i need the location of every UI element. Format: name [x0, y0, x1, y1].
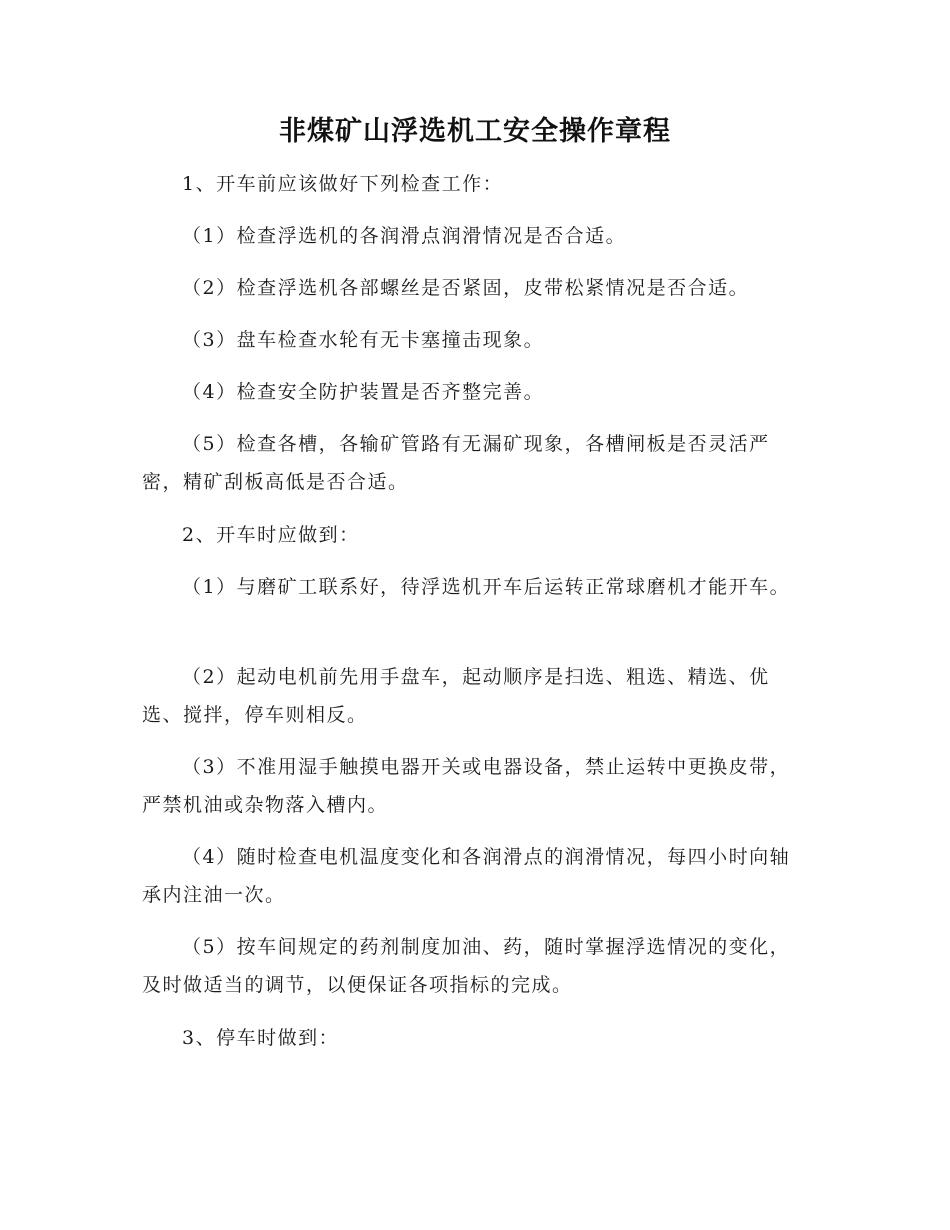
- section-heading-2: 2、开车时应做到：: [182, 524, 360, 546]
- paragraph-2-3: （3）不准用湿手触摸电器开关或电器设备，禁止运转中更换皮带，严禁机油或杂物落入槽内。: [142, 756, 791, 816]
- paragraph-2-1: （1）与磨矿工联系好，待浮选机开车后运转正常球磨机才能开车。: [182, 576, 791, 598]
- paragraph-1-1: （1）检查浮选机的各润滑点润滑情况是否合适。: [182, 225, 627, 247]
- section-heading-3: 3、停车时做到：: [182, 1027, 340, 1049]
- paragraph-2-5: （5）按车间规定的药剂制度加油、药，随时掌握浮选情况的变化，及时做适当的调节，以便保证各项指标的完成。: [142, 936, 791, 996]
- paragraph-2-2: （2）起动电机前先用手盘车，起动顺序是扫选、粗选、精选、优选、搅拌，停车则相反。: [142, 666, 770, 726]
- paragraph-1-5: （5）检查各槽，各输矿管路有无漏矿现象，各槽闸板是否灵活严密，精矿刮板高低是否合适。: [142, 433, 770, 493]
- document-title: 非煤矿山浮选机工安全操作章程: [279, 116, 671, 147]
- section-heading-1: 1、开车前应该做好下列检查工作：: [182, 173, 504, 195]
- paragraph-1-4: （4）检查安全防护装置是否齐整完善。: [182, 381, 545, 403]
- paragraph-1-3: （3）盘车检查水轮有无卡塞撞击现象。: [182, 329, 545, 351]
- paragraph-2-4: （4）随时检查电机温度变化和各润滑点的润滑情况，每四小时向轴承内注油一次。: [142, 846, 791, 906]
- paragraph-1-2: （2）检查浮选机各部螺丝是否紧固，皮带松紧情况是否合适。: [182, 277, 750, 299]
